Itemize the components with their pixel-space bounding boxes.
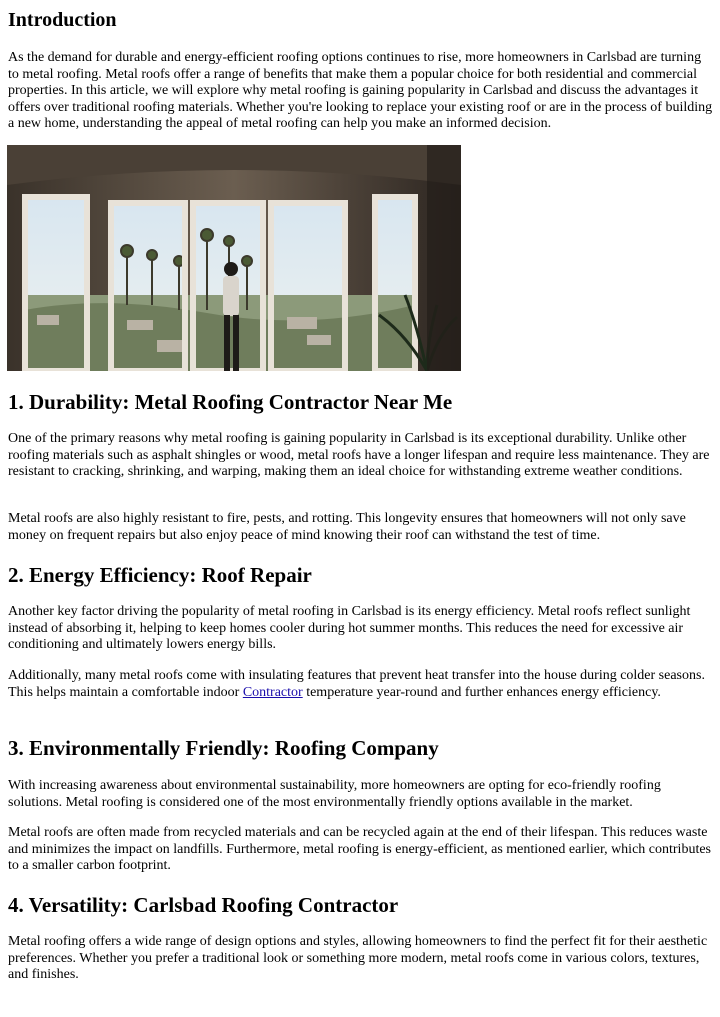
section-3-heading: 3. Environmentally Friendly: Roofing Company <box>8 736 439 760</box>
section-2-paragraph-1: Another key factor driving the popularity of metal roofing in Carlsbad is its energy efficiency. Metal roofs reflect sunlight instead of absorbing it, helping to keep homes cooler during hot summer months. This reduces the need for excessive air conditioning and ultimately lowers energy bills. <box>8 604 691 653</box>
section-2-heading: 2. Energy Efficiency: Roof Repair <box>8 563 312 587</box>
contractor-link[interactable]: Contractor <box>242 684 303 700</box>
intro-heading: Introduction <box>8 9 117 31</box>
hero-image <box>7 145 461 371</box>
section-1-heading: 1. Durability: Metal Roofing Contractor Near Me <box>8 390 453 414</box>
section-3-paragraph-1: With increasing awareness about environmental sustainability, more homeowners are opting for eco-friendly roofing solutions. Metal roofing is considered one of the most environmentally friendly options available in the market. <box>8 778 661 810</box>
section-4-paragraph-1: Metal roofing offers a wide range of design options and styles, allowing homeowners to find the perfect fit for their aesthetic preferences. Whether you prefer a traditional look or something more modern, metal roofs come in various colors, textures, and finishes. <box>8 934 708 983</box>
section-3-paragraph-2: Metal roofs are often made from recycled materials and can be recycled again at the end of their lifespan. This reduces waste and minimizes the impact on landfills. Furthermore, metal roofing is energy-efficient, as mentioned earlier, which contributes to a smaller carbon footprint. <box>8 825 711 874</box>
section-2-paragraph-2-end: temperature year-round and further enhances energy efficiency. <box>302 684 661 700</box>
section-1-paragraph-1: One of the primary reasons why metal roofing is gaining popularity in Carlsbad is its exceptional durability. Unlike other roofing materials such as asphalt shingles or wood, metal roofs have a longer lifespan and require less maintenance. They are resistant to cracking, shrinking, and warping, making them an ideal choice for withstanding extreme weather conditions. <box>8 431 710 480</box>
section-2-paragraph-2-start: Additionally, many metal roofs come with insulating features that prevent heat transfer into the house during colder seasons. This helps maintain a comfortable indoor <box>8 668 705 700</box>
section-4-heading: 4. Versatility: Carlsbad Roofing Contractor <box>8 893 399 917</box>
section-2-paragraph-2 <box>8 668 714 701</box>
intro-paragraph: As the demand for durable and energy-efficient roofing options continues to rise, more homeowners in Carlsbad are turning to metal roofing. Metal roofs offer a range of benefits that make them a popular choice for both residential and commercial properties. In this article, we will explore why metal roofing is gaining popularity in Carlsbad and discuss the advantages it offers over traditional roofing materials. Whether you're looking to replace your existing roof or are in the process of building a new home, understanding the appeal of metal roofing can help you make an informed decision. <box>8 50 713 132</box>
hero-photo-illustration <box>7 145 461 371</box>
section-1-paragraph-2: Metal roofs are also highly resistant to fire, pests, and rotting. This longevity ensures that homeowners will not only save money on frequent repairs but also enjoy peace of mind knowing their roof can withstand the test of time. <box>8 511 686 543</box>
